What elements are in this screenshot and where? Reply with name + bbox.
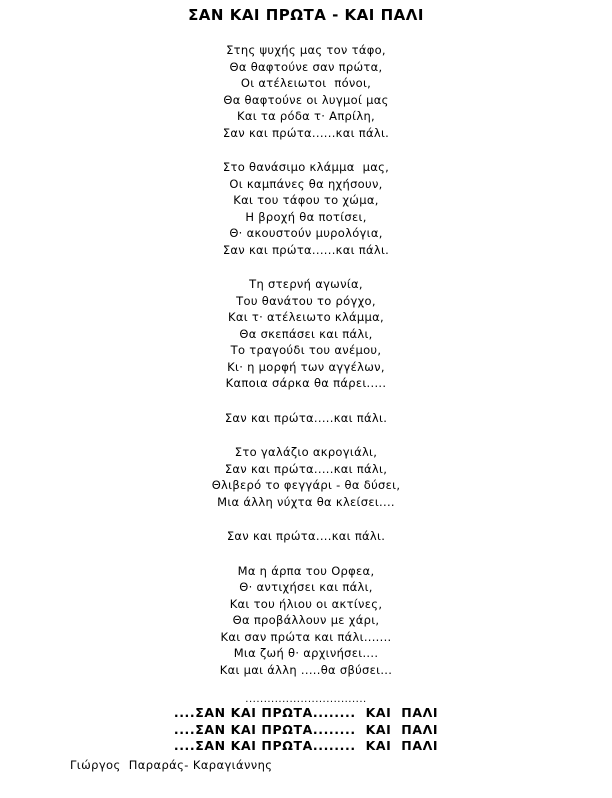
poem-line: Θ· ακουστούν μυρολόγια,	[229, 226, 383, 240]
poem-line: Και σαν πρώτα και πάλι.......	[220, 629, 392, 644]
stanza-2	[0, 159, 612, 258]
poem-line: Η βροχή θα ποτίσει,	[245, 209, 367, 224]
poem-line: Κι· η μορφή των αγγέλων,	[227, 359, 385, 374]
stanza-3	[0, 276, 612, 392]
poem-line: Οι καμπάνες θα ηχήσουν,	[229, 176, 383, 191]
stanza-5	[0, 444, 612, 510]
refrain-line: ....ΣΑΝ ΚΑΙ ΠΡΩΤΑ........ ΚΑΙ ΠΑΛΙ	[173, 705, 439, 720]
poem-line: Στο θανάσιμο κλάμμα μας,	[222, 160, 390, 174]
poem-line: Σαν και πρώτα......και πάλι.	[222, 242, 390, 257]
poem-line: Στο γαλάζιο ακρογιάλι,	[234, 445, 378, 459]
poem-line: Θα θαφτούνε οι λυγμοί μας	[223, 92, 389, 107]
stanza-6	[0, 528, 612, 545]
refrain-block	[0, 694, 612, 755]
poem-line: Και τ· ατέλειωτο κλάμμα,	[227, 310, 384, 324]
poem-line: Το τραγούδι του ανέμου,	[230, 343, 382, 357]
poem-line: Καποια σάρκα θα πάρει.....	[225, 376, 387, 390]
poem-line: Σαν και πρώτα....και πάλι.	[226, 529, 386, 543]
poem-line: Θλιβερό το φεγγάρι - θα δύσει,	[211, 478, 401, 492]
poem-line: Οι ατέλειωτοι πόνοι,	[240, 76, 372, 90]
poem-line: Σαν και πρώτα.....και πάλι.	[224, 410, 388, 425]
refrain-line: ....ΣΑΝ ΚΑΙ ΠΡΩΤΑ........ ΚΑΙ ΠΑΛΙ	[173, 721, 439, 737]
poem-line: Θα σκεπάσει και πάλι,	[239, 326, 373, 341]
poem-line: Μια ζωή θ· αρχινήσει....	[233, 646, 379, 660]
poem-line: Μα η άρπα του Ορφεα,	[237, 563, 375, 578]
poem-line: Θα θαφτούνε σαν πρώτα,	[229, 59, 383, 74]
poem-body	[0, 42, 612, 755]
stanza-7	[0, 563, 612, 679]
stanza-1	[0, 42, 612, 141]
poem-line: Τη στερνή αγωνία,	[249, 277, 363, 291]
poem-line: Και του ήλιου οι ακτίνες,	[229, 596, 383, 611]
poem-line: Σαν και πρώτα.....και πάλι,	[224, 461, 388, 476]
refrain-line: ....ΣΑΝ ΚΑΙ ΠΡΩΤΑ........ ΚΑΙ ΠΑΛΙ	[173, 738, 439, 753]
poem-line: Και τα ρόδα τ· Απρίλη,	[236, 109, 375, 123]
document-page	[0, 6, 612, 798]
stanza-4	[0, 410, 612, 427]
page-title: ΣΑΝ ΚΑΙ ΠΡΩΤΑ - ΚΑΙ ΠΑΛΙ	[188, 6, 424, 24]
poem-line: Θα προβάλλουν με χάρι,	[232, 613, 380, 627]
poem-line: Στης ψυχής μας τον τάφο,	[226, 43, 386, 57]
poem-line: Μια άλλη νύχτα θα κλείσει....	[217, 494, 395, 509]
poem-line: Σαν και πρώτα......και πάλι.	[222, 125, 390, 140]
poem-line: Του θανάτου το ρόγχο,	[236, 293, 376, 308]
author-signature: Γιώργος Παραράς- Καραγιάννης	[70, 758, 273, 772]
poem-line: Και μαι άλλη .....θα σβύσει...	[219, 662, 393, 677]
poem-line: Θ· αντιχήσει και πάλι,	[239, 580, 373, 594]
poem-line: Και του τάφου το χώμα,	[233, 193, 379, 207]
divider-dots: .................................	[245, 694, 367, 705]
